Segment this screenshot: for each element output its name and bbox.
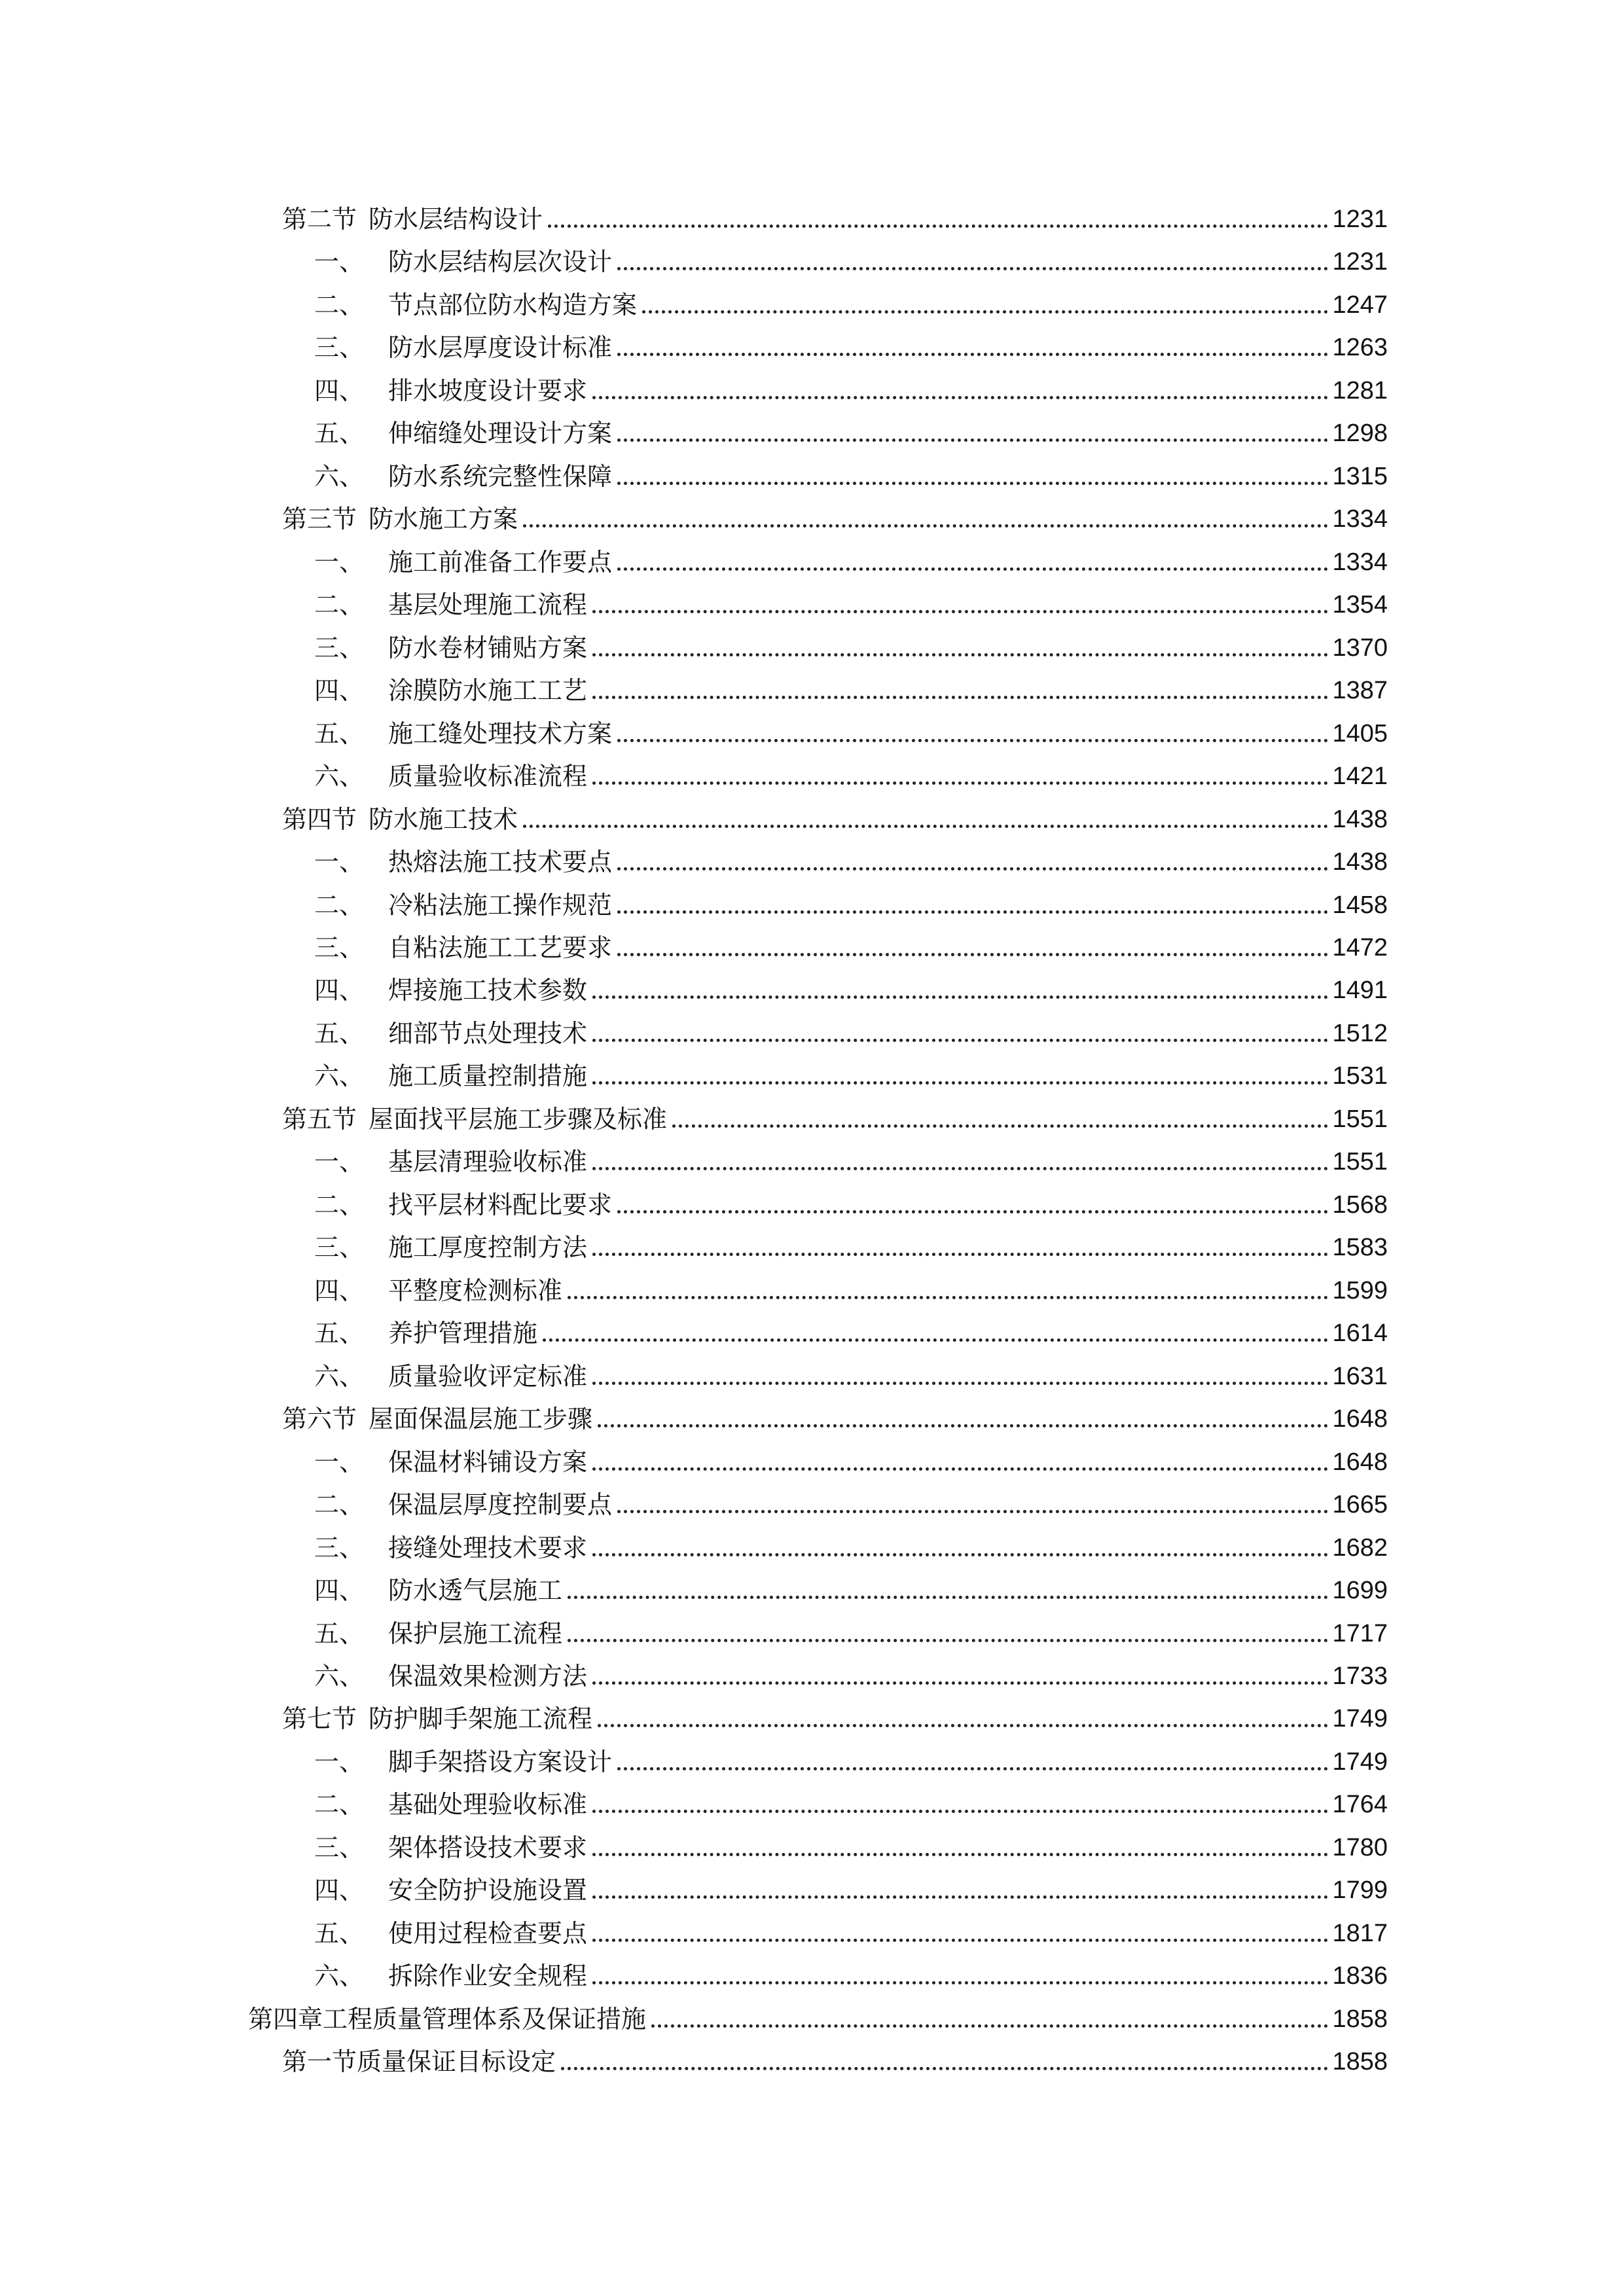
toc-entry-number: 第六节 [282,1405,357,1434]
toc-entry-title: 基层清理验收标准 [388,1147,588,1177]
toc-page-number: 1315 [1332,462,1388,490]
dot-leader [642,310,1328,314]
toc-page-number: 1472 [1332,933,1388,961]
toc-entry-number: 一、 [314,1147,365,1177]
toc-entry-title: 脚手架搭设方案设计 [388,1747,613,1776]
toc-subsection-entry[interactable] [314,1525,1388,1564]
dot-leader [592,781,1328,785]
toc-page-number: 1568 [1332,1191,1388,1219]
toc-subsection-entry[interactable] [314,1053,1388,1092]
toc-section-entry[interactable] [282,1096,1388,1136]
toc-entry-number: 六、 [314,1361,365,1391]
toc-entry-number: 四、 [314,1276,365,1305]
toc-entry-number: 三、 [314,933,365,962]
toc-entry-number: 二、 [314,890,365,920]
dot-leader [592,1553,1328,1556]
toc-entry-number: 四、 [314,1576,365,1605]
toc-subsection-entry[interactable] [314,1310,1388,1350]
toc-entry-number: 第五节 [282,1104,357,1134]
toc-subsection-entry[interactable] [314,1268,1388,1307]
toc-entry-title: 屋面保温层施工步骤 [369,1405,593,1434]
dot-leader [592,610,1328,613]
dot-leader [617,482,1328,485]
toc-page-number: 1682 [1332,1534,1388,1562]
toc-entry-number: 一、 [314,1447,365,1477]
dot-leader [672,1124,1328,1128]
toc-page-number: 1247 [1332,291,1388,319]
toc-section-entry[interactable] [282,496,1388,535]
toc-page-number: 1531 [1332,1062,1388,1090]
toc-subsection-entry[interactable] [314,582,1388,621]
toc-entry-title: 施工质量控制措施 [388,1062,588,1091]
dot-leader [592,1895,1328,1899]
dot-leader [592,1939,1328,1942]
toc-page-number: 1749 [1332,1705,1388,1733]
toc-subsection-entry[interactable] [314,625,1388,664]
toc-entry-number: 五、 [314,1018,365,1048]
toc-subsection-entry[interactable] [314,1482,1388,1521]
toc-entry-title: 拆除作业安全规程 [388,1962,588,1991]
toc-entry-title: 使用过程检查要点 [388,1918,588,1948]
dot-leader [617,567,1328,571]
toc-subsection-entry[interactable] [314,668,1388,707]
toc-entry-title: 防护脚手架施工流程 [369,1704,593,1734]
toc-page-number: 1551 [1332,1148,1388,1176]
toc-page-number: 1491 [1332,977,1388,1005]
toc-entry-title: 防水透气层施工 [388,1576,563,1605]
toc-entry-title: 施工前准备工作要点 [388,547,613,577]
dot-leader [568,1639,1328,1642]
toc-subsection-entry[interactable] [314,925,1388,964]
toc-entry-title: 防水层结构设计 [369,205,543,234]
toc-page-number: 1780 [1332,1833,1388,1861]
toc-entry-number: 六、 [314,461,365,491]
dot-leader [617,867,1328,870]
toc-entry-title: 质量验收标准流程 [388,762,588,791]
dot-leader [592,1981,1328,1984]
toc-section-entry[interactable] [282,797,1388,836]
toc-page-number: 1583 [1332,1234,1388,1262]
toc-entry-number: 五、 [314,719,365,748]
toc-section-entry[interactable] [282,196,1388,236]
toc-entry-number: 第四节 [282,804,357,834]
dot-leader [592,1681,1328,1685]
toc-entry-title: 平整度检测标准 [388,1276,563,1305]
toc-entry-title: 保温材料铺设方案 [388,1447,588,1477]
toc-entry-number: 二、 [314,290,365,319]
toc-subsection-entry[interactable] [314,239,1388,278]
toc-entry-number: 六、 [314,762,365,791]
toc-entry-title: 保护层施工流程 [388,1619,563,1648]
toc-page-number: 1614 [1332,1319,1388,1348]
toc-entry-number: 四、 [314,676,365,706]
toc-page-number: 1858 [1332,2048,1388,2076]
toc-entry-title: 保温效果检测方法 [388,1661,588,1691]
toc-entry-title: 防水卷材铺贴方案 [388,633,588,662]
toc-page-number: 1421 [1332,762,1388,791]
toc-page-number: 1438 [1332,805,1388,833]
dot-leader [568,1596,1328,1599]
toc-entry-number: 五、 [314,1918,365,1948]
toc-subsection-entry[interactable] [314,454,1388,493]
toc-page-number: 1648 [1332,1405,1388,1433]
toc-page-number: 1717 [1332,1619,1388,1647]
toc-entry-number: 一、 [314,1747,365,1776]
toc-page-number: 1733 [1332,1662,1388,1690]
toc-entry-number: 六、 [314,1661,365,1691]
toc-entry-title: 找平层材料配比要求 [388,1190,613,1219]
toc-page-number: 1551 [1332,1105,1388,1133]
toc-entry-number: 六、 [314,1962,365,1991]
toc-page-number: 1599 [1332,1276,1388,1304]
toc-entry-title: 保温层厚度控制要点 [388,1490,613,1520]
dot-leader [617,439,1328,442]
toc-entry-title: 屋面找平层施工步骤及标准 [369,1104,668,1134]
toc-entry-title: 架体搭设技术要求 [388,1833,588,1862]
toc-subsection-entry[interactable] [314,1739,1388,1778]
toc-page-number: 1231 [1332,248,1388,276]
toc-page-number: 1665 [1332,1491,1388,1519]
toc-subsection-entry[interactable] [314,1953,1388,1992]
toc-entry-number: 四、 [314,1876,365,1905]
toc-subsection-entry[interactable] [314,410,1388,450]
toc-page-number: 1231 [1332,206,1388,233]
dot-leader [617,1767,1328,1770]
dot-leader [592,1467,1328,1471]
dot-leader [592,696,1328,699]
toc-entry-number: 三、 [314,633,365,662]
toc-entry-number: 二、 [314,1790,365,1820]
toc-entry-title: 第一节质量保证目标设定 [282,2047,556,2077]
toc-page-number: 1334 [1332,548,1388,576]
toc-page-number: 1764 [1332,1791,1388,1819]
toc-page-number: 1648 [1332,1448,1388,1476]
toc-entry-title: 防水施工方案 [369,505,518,534]
dot-leader [592,1081,1328,1085]
dot-leader [617,739,1328,742]
dot-leader [592,653,1328,656]
dot-leader [592,1382,1328,1385]
toc-entry-number: 五、 [314,1619,365,1648]
toc-entry-number: 第七节 [282,1704,357,1734]
toc-page-number: 1858 [1332,2005,1388,2033]
dot-leader [651,2024,1328,2028]
toc-entry-title: 防水系统完整性保障 [388,461,613,491]
toc-subsection-entry[interactable] [314,1439,1388,1479]
toc-page-number: 1799 [1332,1876,1388,1905]
toc-entry-title: 质量验收评定标准 [388,1361,588,1391]
dot-leader [568,1296,1328,1299]
dot-leader [592,1253,1328,1256]
toc-subsection-entry[interactable] [314,967,1388,1007]
toc-entry-number: 二、 [314,1490,365,1520]
toc-page-number: 1631 [1332,1362,1388,1390]
toc-subsection-entry[interactable] [314,753,1388,793]
toc-subsection-entry[interactable] [314,1182,1388,1221]
toc-subsection-entry[interactable] [314,882,1388,922]
toc-page-number: 1512 [1332,1019,1388,1047]
toc-entry-title: 第四章工程质量管理体系及保证措施 [248,2004,647,2034]
dot-leader [523,825,1328,828]
dot-leader [617,1510,1328,1513]
dot-leader [598,1724,1328,1727]
toc-subsection-entry[interactable] [314,1568,1388,1607]
toc-entry-title: 排水坡度设计要求 [388,376,588,405]
toc-entry-title: 施工厚度控制方法 [388,1233,588,1263]
toc-page-number: 1281 [1332,376,1388,404]
toc-chapter-entry[interactable] [248,1996,1388,2036]
toc-subsection-entry[interactable] [314,1867,1388,1907]
toc-entry-number: 二、 [314,1190,365,1219]
toc-subsection-entry[interactable] [314,1225,1388,1264]
dot-leader [617,910,1328,914]
toc-entry-number: 第二节 [282,205,357,234]
toc-entry-title: 节点部位防水构造方案 [388,290,638,319]
dot-leader [592,1853,1328,1856]
toc-entry-title: 伸缩缝处理设计方案 [388,419,613,448]
dot-leader [592,1167,1328,1170]
toc-page-number: 1836 [1332,1962,1388,1990]
toc-entry-number: 三、 [314,1233,365,1263]
toc-entry-number: 第三节 [282,505,357,534]
toc-page-number: 1334 [1332,505,1388,533]
toc-subsection-entry[interactable] [314,1354,1388,1393]
toc-subsection-entry[interactable] [314,1011,1388,1050]
toc-entry-title: 焊接施工技术参数 [388,976,588,1005]
toc-section-entry[interactable] [282,1696,1388,1735]
toc-entry-number: 三、 [314,1533,365,1562]
toc-entry-title: 细部节点处理技术 [388,1018,588,1048]
toc-entry-title: 自粘法施工工艺要求 [388,933,613,962]
dot-leader [617,353,1328,356]
dot-leader [592,996,1328,999]
toc-page-number: 1438 [1332,848,1388,876]
toc-page-number: 1405 [1332,719,1388,747]
toc-page-number: 1458 [1332,891,1388,919]
toc-entry-title: 防水层厚度设计标准 [388,333,613,363]
toc-section-entry[interactable] [282,1396,1388,1435]
dot-leader [617,953,1328,956]
toc-page-number: 1370 [1332,634,1388,662]
dot-leader [548,224,1328,228]
dot-leader [592,1039,1328,1042]
toc-entry-number: 二、 [314,590,365,620]
toc-entry-title: 防水施工技术 [369,804,518,834]
toc-section-entry[interactable] [282,2039,1388,2078]
toc-entry-number: 四、 [314,976,365,1005]
toc-subsection-entry[interactable] [314,539,1388,579]
toc-subsection-entry[interactable] [314,711,1388,750]
toc-entry-title: 养护管理措施 [388,1319,538,1348]
toc-subsection-entry[interactable] [314,839,1388,878]
toc-entry-title: 安全防护设施设置 [388,1876,588,1905]
toc-entry-title: 基层处理施工流程 [388,590,588,620]
toc-subsection-entry[interactable] [314,1782,1388,1821]
toc-entry-number: 一、 [314,547,365,577]
toc-entry-title: 涂膜防水施工工艺 [388,676,588,706]
dot-leader [598,1424,1328,1427]
toc-page-number: 1749 [1332,1748,1388,1776]
toc-entry-number: 三、 [314,333,365,363]
dot-leader [561,2067,1328,2070]
toc-entry-number: 六、 [314,1062,365,1091]
toc-page-number: 1387 [1332,677,1388,705]
dot-leader [617,267,1328,270]
toc-subsection-entry[interactable] [314,368,1388,407]
toc-subsection-entry[interactable] [314,282,1388,321]
toc-page-number: 1699 [1332,1577,1388,1605]
toc-entry-title: 施工缝处理技术方案 [388,719,613,748]
dot-leader [617,1210,1328,1213]
dot-leader [592,396,1328,399]
toc-entry-number: 四、 [314,376,365,405]
toc-page-number: 1817 [1332,1919,1388,1947]
toc-entry-title: 热熔法施工技术要点 [388,848,613,877]
toc-subsection-entry[interactable] [314,1825,1388,1864]
toc-subsection-entry[interactable] [314,1653,1388,1693]
toc-subsection-entry[interactable] [314,1139,1388,1178]
toc-entry-title: 冷粘法施工操作规范 [388,890,613,920]
toc-entry-title: 防水层结构层次设计 [388,247,613,277]
toc-subsection-entry[interactable] [314,325,1388,364]
dot-leader [592,1810,1328,1813]
toc-subsection-entry[interactable] [314,1910,1388,1950]
toc-entry-number: 五、 [314,1319,365,1348]
dot-leader [543,1338,1328,1342]
toc-page-number: 1354 [1332,591,1388,619]
toc-entry-title: 接缝处理技术要求 [388,1533,588,1562]
toc-page-number: 1263 [1332,334,1388,362]
toc-subsection-entry[interactable] [314,1611,1388,1650]
toc-entry-number: 三、 [314,1833,365,1862]
toc-entry-number: 一、 [314,247,365,277]
toc-entry-number: 一、 [314,848,365,877]
toc-entry-title: 基础处理验收标准 [388,1790,588,1820]
toc-page-number: 1298 [1332,420,1388,448]
toc-entry-number: 五、 [314,419,365,448]
dot-leader [523,524,1328,528]
